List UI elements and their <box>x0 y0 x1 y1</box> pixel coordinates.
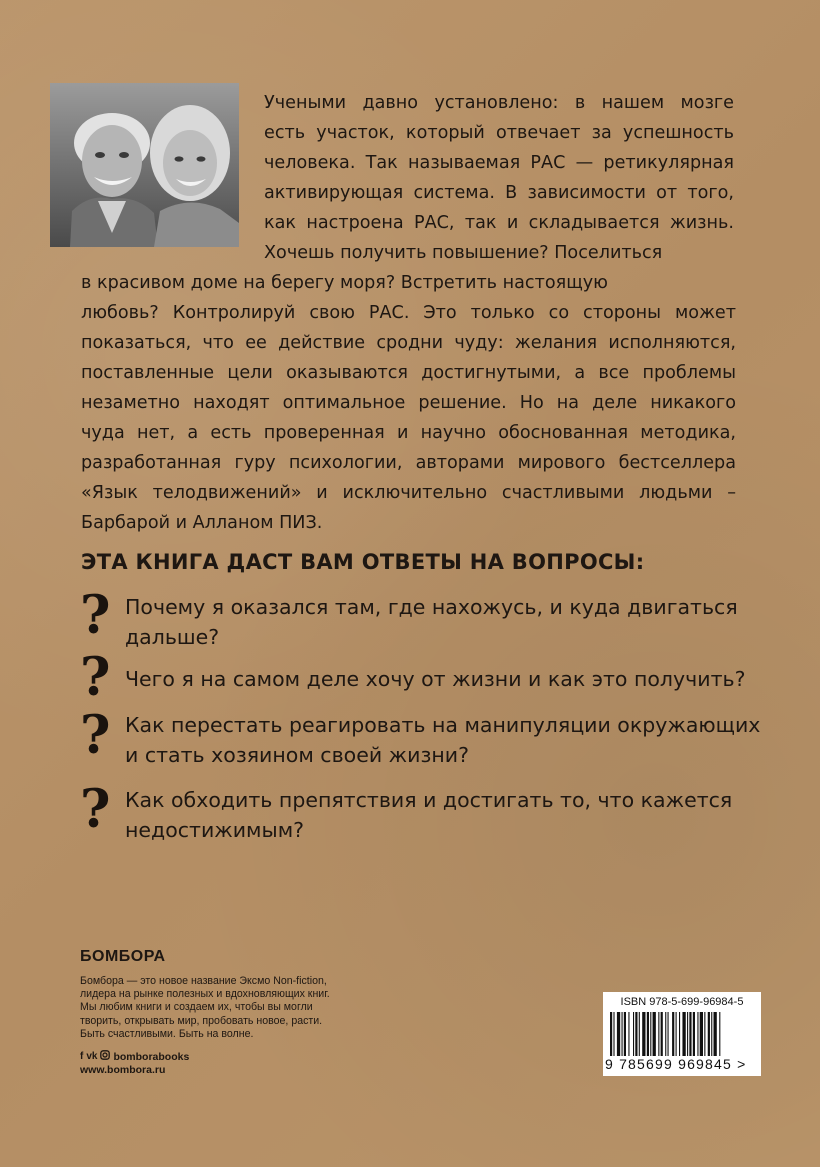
publisher-description-line: лидера на рынке полезных и вдохновляющих книг. <box>80 988 330 1001</box>
isbn-number: ISBN 978-5-699-96984-5 <box>620 996 744 1008</box>
question-item <box>125 664 755 694</box>
facebook-icon[interactable]: f <box>80 1051 84 1062</box>
intro-line: человека. Так называемая РАС — ретикулярная <box>264 153 734 173</box>
question-line: недостижимым? <box>125 818 305 842</box>
intro-line: чуда нет, а есть проверенная и научно обоснованная методика, <box>81 423 736 443</box>
social-links <box>80 1050 189 1063</box>
publisher-description-line: Бомбора — это новое название Эксмо Non-fiction, <box>80 975 327 987</box>
question-mark-icon: ? <box>80 705 111 766</box>
intro-line: «Язык телодвижений» и исключительно счастливыми людьми – <box>81 483 736 503</box>
intro-line: разработанная гуру психологии, авторами мирового бестселлера <box>81 453 736 473</box>
author-photo-image <box>50 83 239 247</box>
question-line: Как обходить препятствия и достигать то, что кажется <box>125 788 733 812</box>
intro-line: активирующая система. В зависимости от того, <box>264 183 734 203</box>
intro-line: как настроена РАС, так и складывается жизнь. <box>264 213 734 233</box>
publisher-description-line: Мы любим книги и создаем их, чтобы вы могли <box>80 1001 313 1014</box>
question-line: Почему я оказался там, где нахожусь, и куда двигаться <box>125 595 738 619</box>
intro-line: Барбарой и Алланом ПИЗ. <box>81 513 323 533</box>
intro-line: Учеными давно установлено: в нашем мозге <box>264 93 734 113</box>
questions-heading: ЭТА КНИГА ДАСТ ВАМ ОТВЕТЫ НА ВОПРОСЫ: <box>81 550 645 574</box>
question-line: и стать хозяином своей жизни? <box>125 743 469 767</box>
question-mark-icon: ? <box>80 647 111 708</box>
intro-line: Хочешь получить повышение? Поселиться <box>264 243 663 263</box>
question-mark-icon: ? <box>80 585 111 646</box>
publisher-logo: БОМБОРА <box>80 948 166 965</box>
intro-line: в красивом доме на берегу моря? Встретить настоящую <box>81 273 608 293</box>
question-line: Как перестать реагировать на манипуляции окружающих <box>125 713 761 737</box>
publisher-description <box>80 975 400 1041</box>
barcode-digits: 9 785699 969845 > <box>605 1056 747 1072</box>
barcode-bars <box>610 1012 756 1056</box>
intro-line: показаться, что ее действие сродни чуду: желания исполняются, <box>81 333 736 353</box>
instagram-icon[interactable] <box>100 1050 110 1063</box>
question-line: дальше? <box>125 625 220 649</box>
publisher-description-line: творить, открывать мир, пробовать новое, расти. <box>80 1014 323 1027</box>
author-photo <box>50 83 239 247</box>
intro-line: есть участок, который отвечает за успешность <box>264 123 734 143</box>
intro-line: поставленные цели оказываются достигнутыми, а все проблемы <box>81 363 736 383</box>
social-handle[interactable]: bomborabooks <box>113 1050 190 1063</box>
publisher-description-line: Быть счастливыми. Быть на волне. <box>80 1027 254 1040</box>
barcode <box>603 992 761 1076</box>
question-item <box>125 592 755 652</box>
question-item <box>125 785 755 845</box>
vk-icon[interactable]: vk <box>86 1051 98 1062</box>
question-mark-icon: ? <box>80 779 111 840</box>
intro-line: незаметно находят оптимальное решение. Но на деле никакого <box>81 393 736 413</box>
question-item <box>125 710 761 770</box>
intro-line: любовь? Контролируй свою РАС. Это только со стороны может <box>81 303 736 323</box>
question-line: Чего я на самом деле хочу от жизни и как это получить? <box>125 667 746 691</box>
website-link[interactable]: www.bombora.ru <box>80 1064 166 1076</box>
